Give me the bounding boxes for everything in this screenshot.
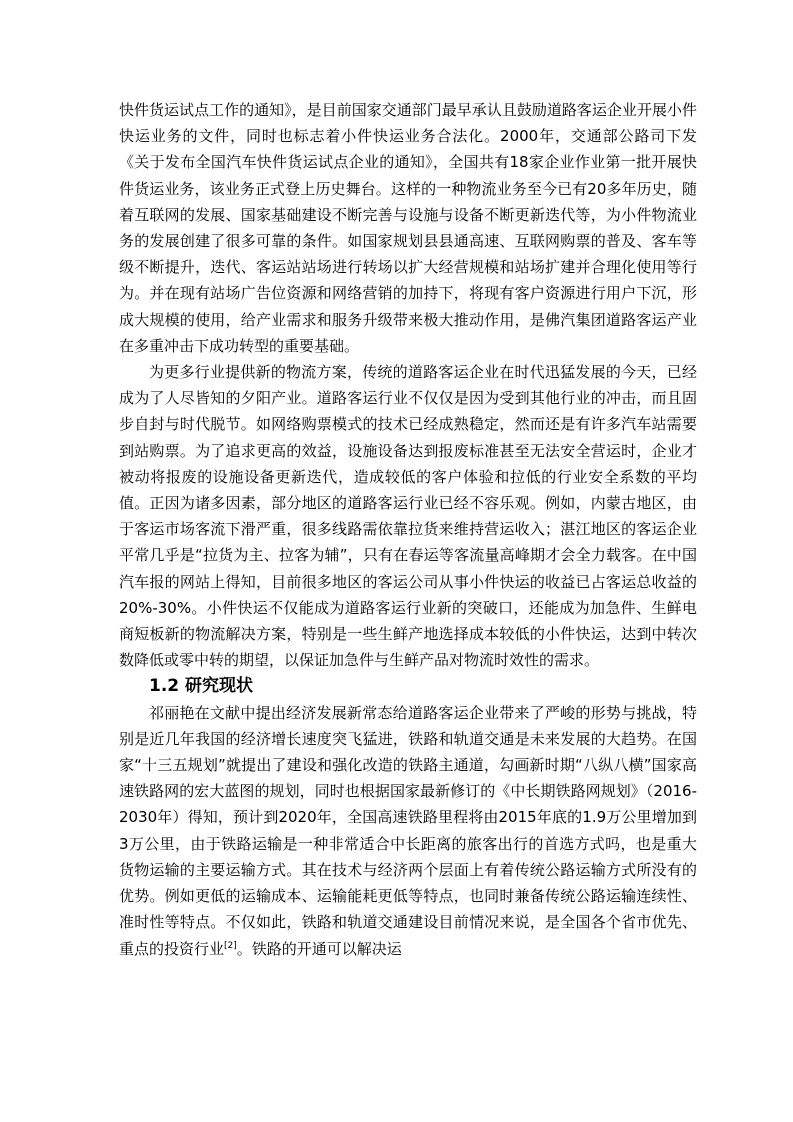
- paragraph-3-tail: 。铁路的开通可以解决运: [236, 939, 402, 958]
- paragraph-3: [119, 700, 697, 962]
- citation-ref: [2]: [224, 940, 237, 951]
- document-body: [119, 97, 697, 962]
- paragraph-1: 快件货运试点工作的通知》，是目前国家交通部门最早承认且鼓励道路客运企业开展小件快运业务的文件，同时也标志着小件快运业务合法化。2000年，交通部公路司下发《关于发布全国汽车快件货运试点企业的通知》，全国共有18家企业作业第一批开展快件货运业务，该业务正式登上历史舞台。这样的一种物流业务至今已有20多年历史，随着互联网的发展、国家基础建设不断完善与设施与设备不断更新迭代等，为小件物流业务的发展创建了很多可靠的条件。如国家规划县县通高速、互联网购票的普及、客车等级不断提升，迭代、客运站站场进行转场以扩大经营规模和站场扩建并合理化使用等行为。并在现有站场广告位资源和网络营销的加持下，将现有客户资源进行用户下沉，形成大规模的使用，给产业需求和服务升级带来极大推动作用，是佛汽集团道路客运产业在多重冲击下成功转型的重要基础。: [119, 101, 697, 355]
- paragraph-3-text: 祁丽艳在文献中提出经济发展新常态给道路客运企业带来了严峻的形势与挑战，特别是近几年我国的经济增长速度突飞猛进，铁路和轨道交通是未来发展的大趋势。在国家“十三五规划”就提出了建设和强化改造的铁路主通道，勾画新时期“八纵八横”国家高速铁路网的宏大蓝图的规划，同时也根据国家最新修订的《中长期铁路网规划》（2016-2030年）得知，预计到2020年，全国高速铁路里程将由2015年底的1.9万公里增加到3万公里，由于铁路运输是一种非常适合中长距离的旅客出行的首选方式吗，也是重大货物运输的主要运输方式。其在技术与经济两个层面上有着传统公路运输方式所没有的优势。例如更低的运输成本、运输能耗更低等特点，也同时兼备传统公路运输连续性、准时性等特点。不仅如此，铁路和轨道交通建设目前情况来说，是全国各个省市优先、重点的投资行业: [119, 703, 697, 958]
- paragraph-2: 为更多行业提供新的物流方案，传统的道路客运企业在时代迅猛发展的今天，已经成为了人尽皆知的夕阳产业。道路客运行业不仅仅是因为受到其他行业的冲击，而且固步自封与时代脱节。如网络购票模式的技术已经成熟稳定，然而还是有许多汽车站需要到站购票。为了追求更高的效益，设施设备达到报废标准甚至无法安全营运时，企业才被动将报废的设施设备更新迭代，造成较低的客户体验和拉低的行业安全系数的平均值。正因为诸多因素，部分地区的道路客运行业已经不容乐观。例如，内蒙古地区，由于客运市场客流下滑严重，很多线路需依靠拉货来维持营运收入；湛江地区的客运企业平常几乎是“拉货为主、拉客为辅”，只有在春运等客流量高峰期才会全力载客。在中国汽车报的网站上得知，目前很多地区的客运公司从事小件快运的收益已占客运总收益的20%-30%。小件快运不仅能成为道路客运行业新的突破口，还能成为加急件、生鲜电商短板新的物流解决方案，特别是一些生鲜产地选择成本较低的小件快运，达到中转次数降低或零中转的期望，以保证加急件与生鲜产品对物流时效性的需求。: [119, 363, 697, 670]
- section-heading: 1.2 研究现状: [149, 676, 254, 697]
